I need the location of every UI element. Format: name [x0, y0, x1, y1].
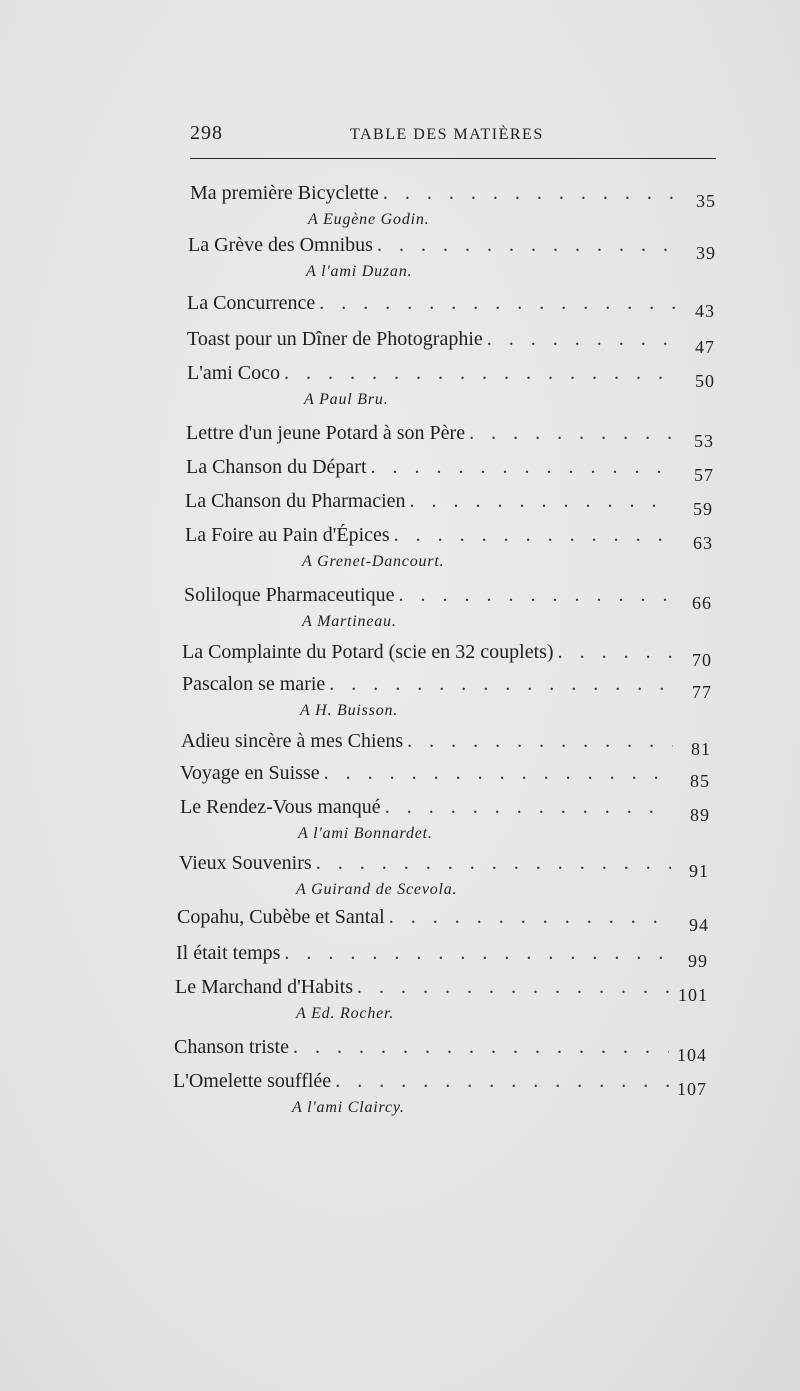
toc-entry: [187, 292, 715, 320]
toc-entry: [186, 456, 714, 484]
dot-leader: [399, 584, 674, 607]
toc-entry: [184, 584, 712, 612]
toc-entry-title: L'Omelette soufflée: [173, 1070, 332, 1092]
toc-entry-page: 53: [694, 431, 714, 450]
toc-entry-page: 39: [696, 243, 716, 262]
toc-entry-page: 99: [688, 951, 708, 970]
toc-entry-page: 107: [677, 1079, 707, 1098]
toc-entry-title: La Foire au Pain d'Épices: [185, 524, 390, 546]
toc-entry-page: 50: [695, 371, 715, 390]
toc-dedication: A l'ami Bonnardet.: [298, 825, 433, 842]
dot-leader: [410, 490, 676, 513]
toc-entry: [179, 852, 709, 880]
dot-leader: [389, 906, 671, 929]
toc-entry-page: 77: [692, 682, 712, 701]
toc-entry-page: 101: [678, 985, 708, 1004]
dot-leader: [284, 362, 677, 385]
dot-leader: [316, 852, 671, 875]
toc-entry-page: 66: [692, 593, 712, 612]
dot-leader: [284, 942, 670, 965]
toc-entry: [181, 730, 711, 758]
toc-entry-title: Chanson triste: [174, 1036, 289, 1058]
toc-entry-page: 35: [696, 191, 716, 210]
toc-entry-title: Vieux Souvenirs: [179, 852, 312, 874]
toc-dedication: A Eugène Godin.: [308, 211, 430, 228]
toc-entry-title: Lettre d'un jeune Potard à son Père: [186, 422, 466, 444]
toc-dedication: A l'ami Duzan.: [306, 263, 413, 280]
toc-entry-title: Voyage en Suisse: [180, 762, 320, 784]
toc-entry: [180, 762, 710, 790]
running-title: TABLE DES MATIÈRES: [350, 126, 544, 143]
toc-entry-page: 47: [695, 337, 715, 356]
toc-dedication: A H. Buisson.: [300, 702, 399, 719]
toc-dedication: A Paul Bru.: [304, 391, 389, 408]
toc-entry-page: 70: [692, 650, 712, 669]
toc-entry: [174, 1036, 707, 1064]
toc-entry-page: 89: [690, 805, 710, 824]
toc-entry-page: 63: [693, 533, 713, 552]
toc-entry-page: 43: [695, 301, 715, 320]
toc-entry: [188, 234, 716, 262]
toc-entry-title: Adieu sincère à mes Chiens: [181, 730, 404, 752]
dot-leader: [394, 524, 675, 547]
dot-leader: [469, 422, 676, 445]
toc-entry-title: Le Rendez-Vous manqué: [180, 796, 381, 818]
toc-entry: [185, 524, 713, 552]
toc-entry-title: Copahu, Cubèbe et Santal: [177, 906, 385, 928]
toc-dedication: A Ed. Rocher.: [296, 1005, 395, 1022]
dot-leader: [324, 762, 672, 785]
toc-entry-title: L'ami Coco: [187, 362, 281, 384]
dot-leader: [371, 456, 676, 479]
toc-entry-title: La Chanson du Pharmacien: [185, 490, 406, 512]
toc-entry-title: Il était temps: [176, 942, 281, 964]
toc-entry: [182, 641, 712, 669]
toc-entry-title: La Concurrence: [187, 292, 316, 314]
toc-entry-page: 59: [693, 499, 713, 518]
toc-entry-title: Toast pour un Dîner de Photographie: [187, 328, 483, 350]
toc-entry-page: 94: [689, 915, 709, 934]
toc-entry: [180, 796, 710, 824]
dot-leader: [385, 796, 672, 819]
toc-entry: [182, 673, 712, 701]
toc-entry-page: 57: [694, 465, 714, 484]
dot-leader: [319, 292, 677, 315]
dot-leader: [357, 976, 670, 999]
toc-dedication: A Guirand de Scevola.: [296, 881, 458, 898]
toc-entry-page: 81: [691, 739, 711, 758]
toc-entry-page: 91: [689, 861, 709, 880]
toc-entry: [186, 422, 714, 450]
dot-leader: [407, 730, 673, 753]
toc-dedication: A Martineau.: [302, 613, 397, 630]
toc-entry: [185, 490, 713, 518]
page-number: 298: [190, 122, 223, 144]
toc-entry-title: Soliloque Pharmaceutique: [184, 584, 395, 606]
toc-entry-title: La Complainte du Potard (scie en 32 couplets): [182, 641, 554, 663]
toc-entry-title: Pascalon se marie: [182, 673, 326, 695]
toc-entry-title: La Chanson du Départ: [186, 456, 367, 478]
dot-leader: [335, 1070, 669, 1093]
toc-entry: [190, 182, 716, 210]
dot-leader: [487, 328, 677, 351]
toc-entry: [177, 906, 709, 934]
toc-dedication: A Grenet-Dancourt.: [302, 553, 445, 570]
toc-entry: [175, 976, 708, 1004]
toc-entry-page: 104: [677, 1045, 707, 1064]
toc-entry: [187, 362, 715, 390]
dot-leader: [293, 1036, 669, 1059]
toc-entry: [176, 942, 708, 970]
dot-leader: [383, 182, 678, 205]
toc-entry: [187, 328, 715, 356]
dot-leader: [329, 673, 674, 696]
dot-leader: [558, 641, 674, 664]
toc-entry-page: 85: [690, 771, 710, 790]
dot-leader: [377, 234, 678, 257]
toc-entry-title: Ma première Bicyclette: [190, 182, 379, 204]
toc-entry-title: La Grève des Omnibus: [188, 234, 373, 256]
toc-entry-title: Le Marchand d'Habits: [175, 976, 353, 998]
toc-dedication: A l'ami Claircy.: [292, 1099, 405, 1116]
toc-entry: [173, 1070, 707, 1098]
